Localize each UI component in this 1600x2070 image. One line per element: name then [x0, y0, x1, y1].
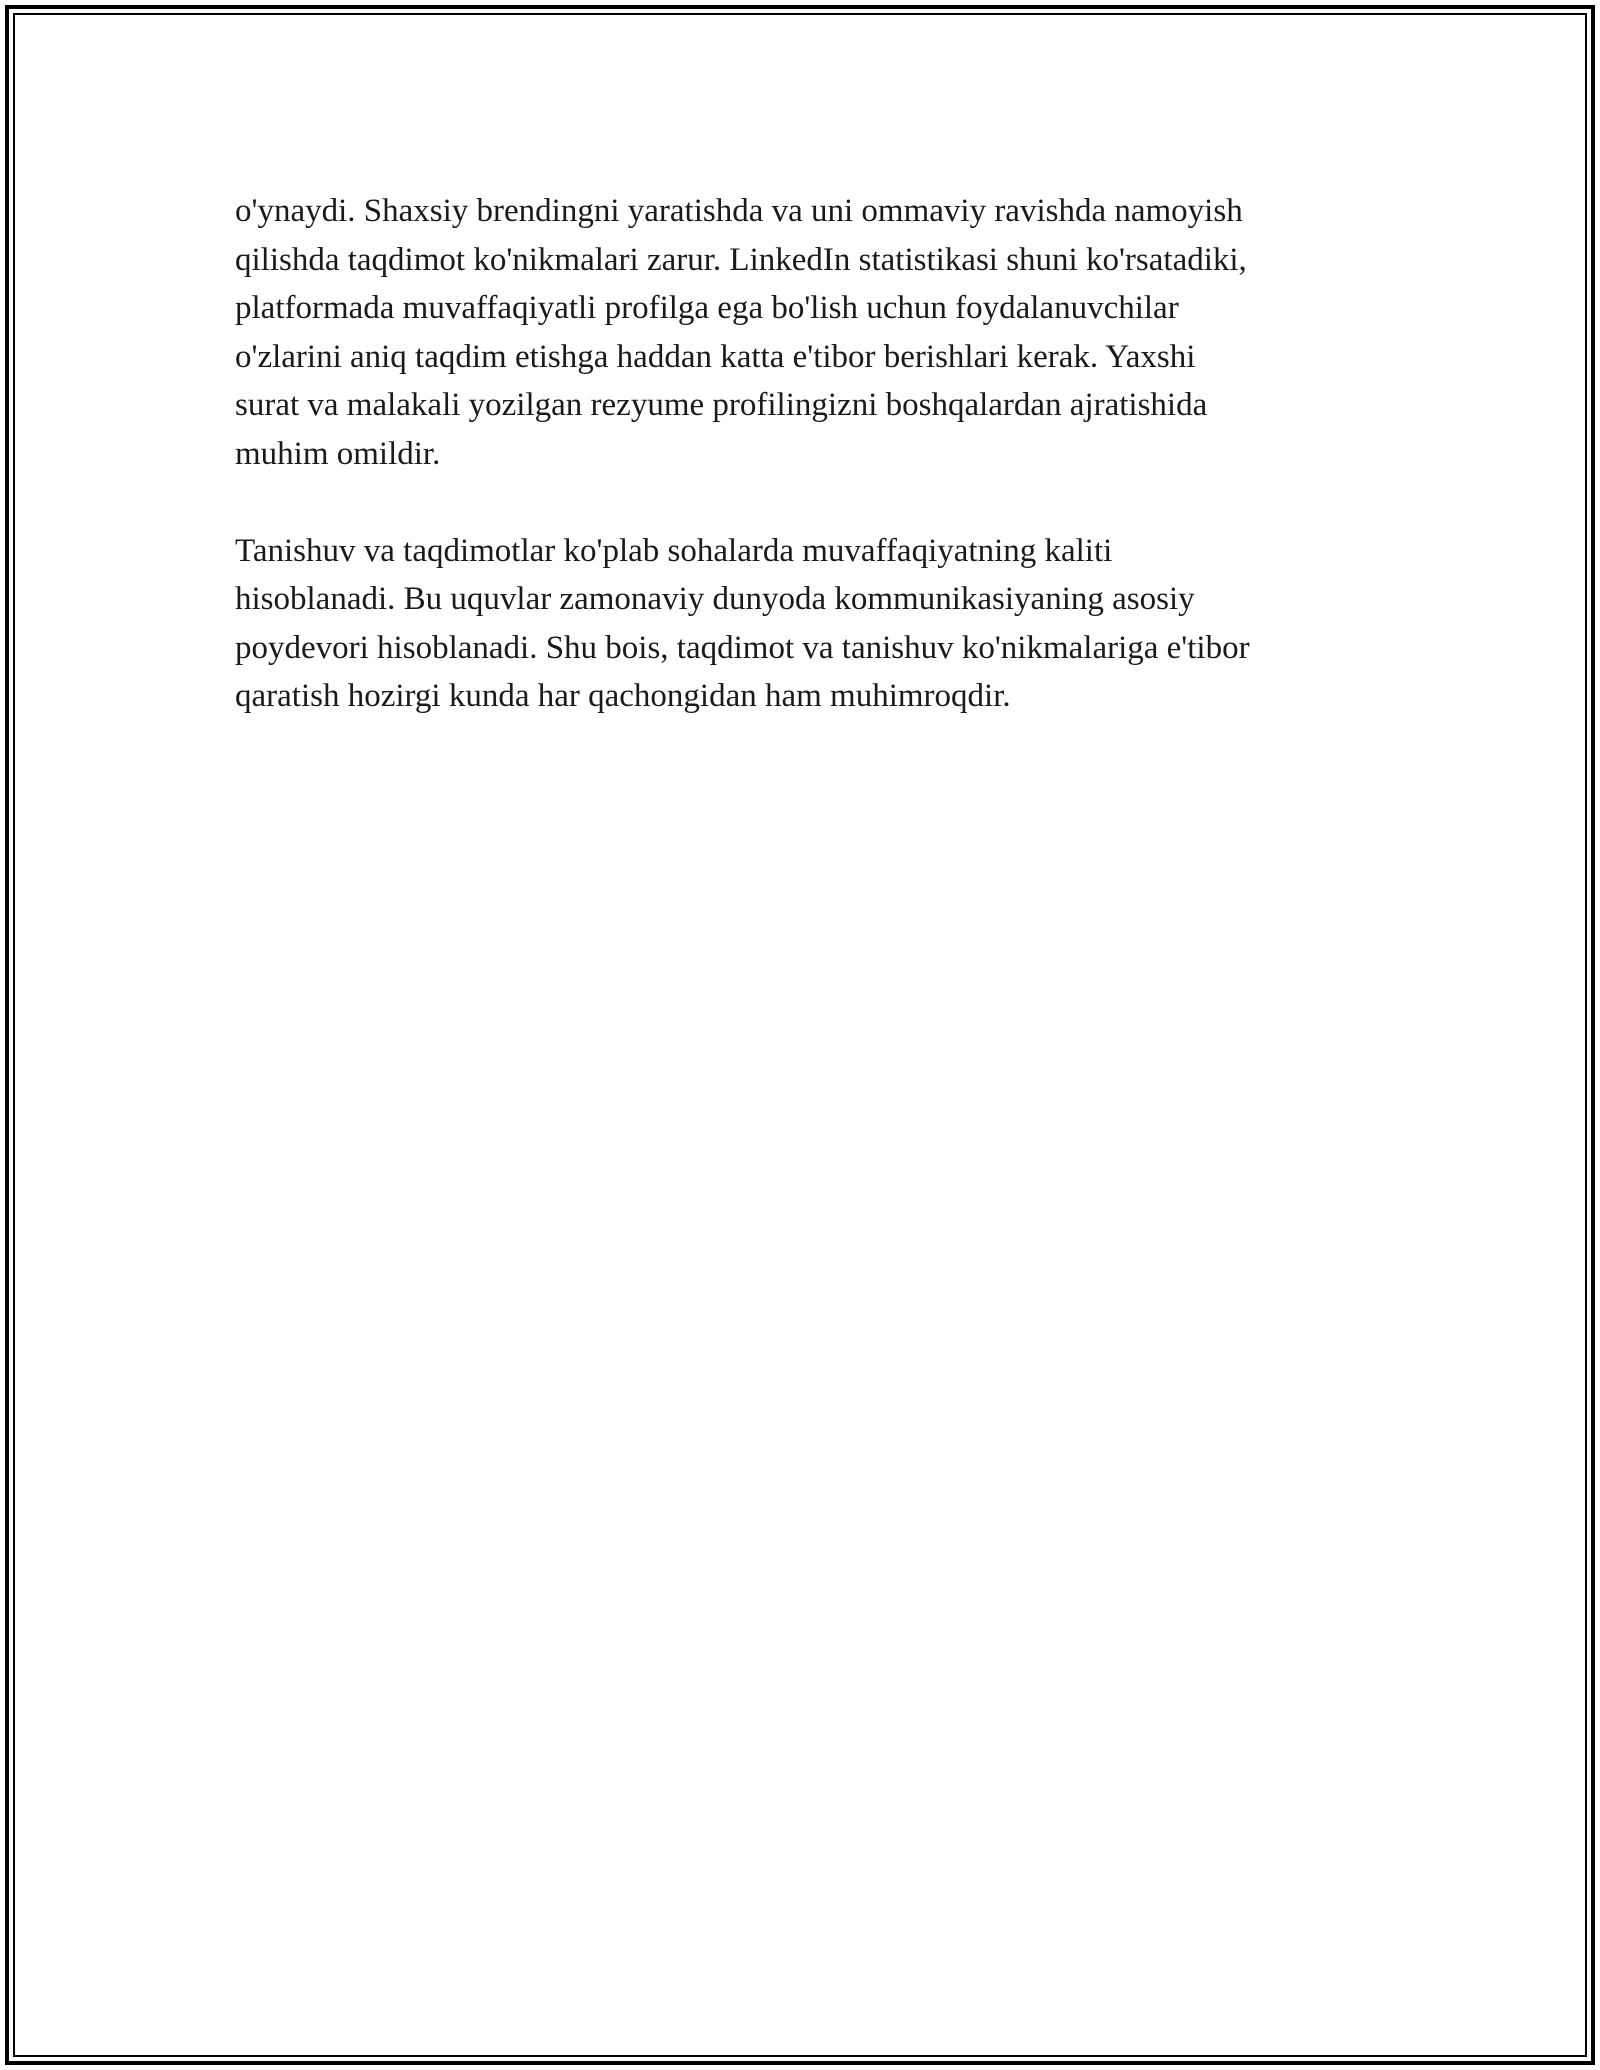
text-line: o'ynaydi. Shaxsiy brendingni yaratishda va uni ommaviy ravishda namoyish — [235, 193, 1243, 229]
text-line: qaratish hozirgi kunda har qachongidan ham muhimroqdir. — [235, 678, 1011, 714]
document-body — [235, 187, 1375, 769]
text-line: muhim omildir. — [235, 435, 441, 472]
text-line: hisoblanadi. Bu uquvlar zamonaviy dunyoda kommunikasiyaning asosiy — [235, 581, 1195, 617]
text-line: qilishda taqdimot ko'nikmalari zarur. LinkedIn statistikasi shuni ko'rsatadiki, — [235, 241, 1247, 278]
text-line: o'zlarini aniq taqdim etishga haddan katta e'tibor berishlari kerak. Yaxshi — [235, 338, 1196, 375]
text-line: surat va malakali yozilgan rezyume profilingizni boshqalardan ajratishida — [235, 387, 1208, 423]
text-line: platformada muvaffaqiyatli profilga ega bo'lish uchun foydalanuvchilar — [235, 290, 1179, 326]
paragraph-1 — [235, 187, 1375, 478]
paragraph-2 — [235, 527, 1375, 721]
text-line: Tanishuv va taqdimotlar ko'plab sohalarda muvaffaqiyatning kaliti — [235, 532, 1113, 569]
text-line: poydevori hisoblanadi. Shu bois, taqdimot va tanishuv ko'nikmalariga e'tibor — [235, 629, 1250, 666]
